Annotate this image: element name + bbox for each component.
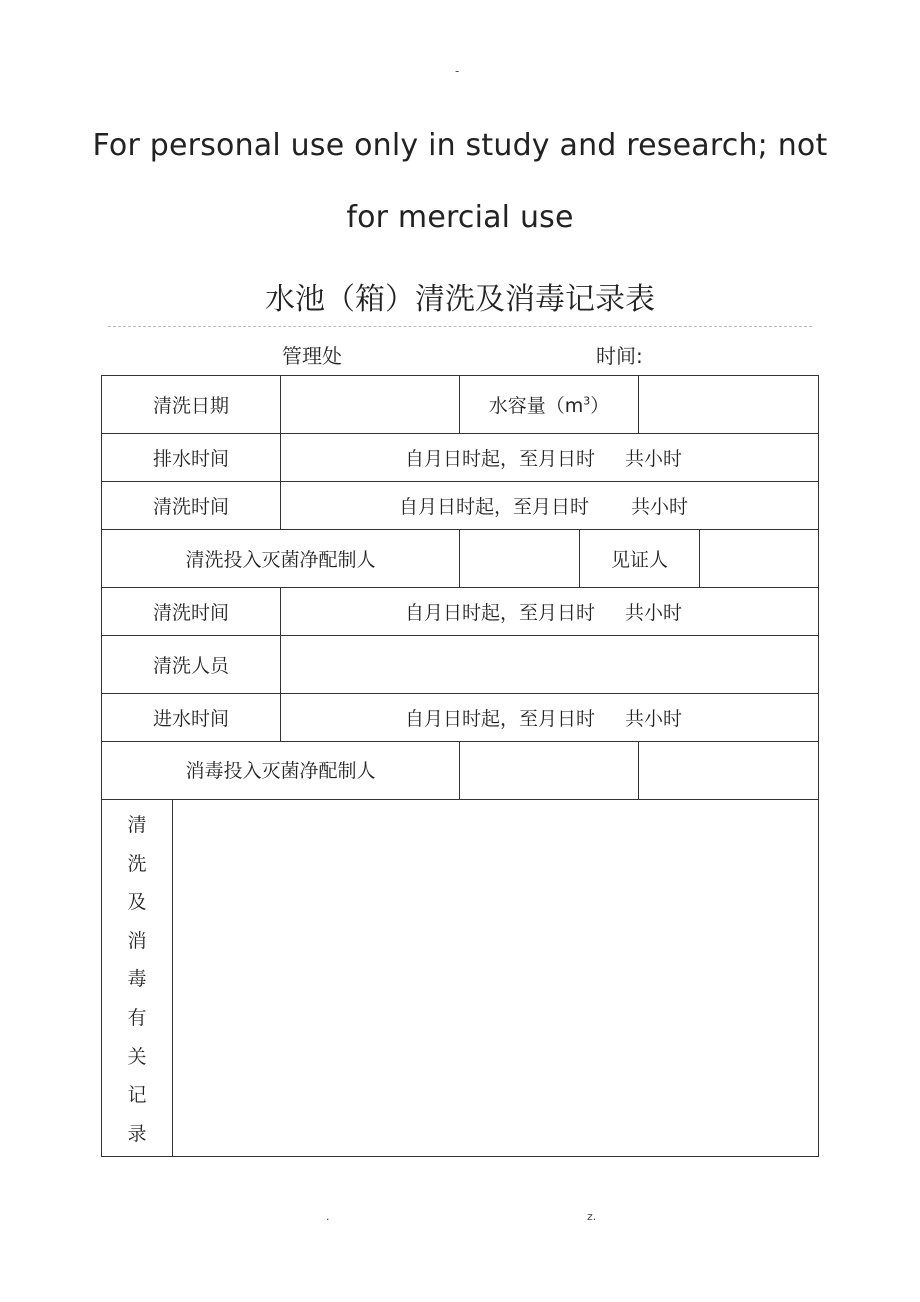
footer-left-mark: . bbox=[326, 1210, 330, 1223]
records-content-cell[interactable] bbox=[172, 799, 819, 1157]
witness-label: 见证人 bbox=[610, 549, 668, 571]
capacity-label-cell bbox=[459, 375, 639, 434]
clean-time-2-label: 清洗时间 bbox=[152, 602, 229, 624]
drain-time-range: 自月日时起，至月日时 bbox=[405, 448, 596, 470]
records-char: 录 bbox=[127, 1122, 147, 1145]
header-mark: - bbox=[455, 64, 460, 78]
capacity-value-cell[interactable] bbox=[638, 375, 819, 434]
records-char: 消 bbox=[127, 929, 147, 952]
time-label: 时间: bbox=[596, 344, 643, 368]
cleaning-staff-label-cell bbox=[101, 635, 281, 694]
records-vertical-label bbox=[127, 806, 146, 1153]
capacity-label bbox=[489, 391, 610, 418]
capacity-label-text: 水容量（m bbox=[488, 395, 584, 417]
clean-time-2-label-cell bbox=[101, 587, 281, 636]
records-char: 清 bbox=[127, 814, 147, 836]
capacity-label-close: ） bbox=[590, 395, 610, 417]
watermark-line-2: for mercial use bbox=[346, 200, 574, 235]
disinfect-preparer-value-cell[interactable] bbox=[459, 741, 639, 800]
witness-label-cell bbox=[579, 529, 700, 588]
clean-time-value-cell[interactable] bbox=[280, 481, 819, 530]
clean-date-label-cell bbox=[101, 375, 281, 434]
footer-right-mark: z. bbox=[587, 1210, 597, 1223]
drain-time-label-cell bbox=[101, 433, 281, 482]
clean-disinfectant-preparer-label: 清洗投入灭菌净配制人 bbox=[185, 549, 376, 571]
disinfect-preparer-label-cell bbox=[101, 741, 460, 800]
records-char: 洗 bbox=[127, 852, 147, 875]
inflow-time-value-cell[interactable] bbox=[280, 693, 819, 742]
title-divider bbox=[108, 326, 812, 327]
drain-time-value-cell[interactable] bbox=[280, 433, 819, 482]
clean-time-label-cell bbox=[101, 481, 281, 530]
clean-time-total: 共小时 bbox=[631, 496, 689, 518]
clean-date-label: 清洗日期 bbox=[152, 395, 229, 417]
records-label-cell bbox=[101, 799, 173, 1157]
records-char: 有 bbox=[127, 1006, 147, 1029]
inflow-time-range: 自月日时起，至月日时 bbox=[405, 708, 596, 730]
watermark-line-1: For personal use only in study and research; not bbox=[92, 128, 828, 163]
clean-time-range: 自月日时起，至月日时 bbox=[399, 496, 590, 518]
records-char: 毒 bbox=[127, 968, 147, 991]
office-label: 管理处 bbox=[282, 344, 342, 368]
clean-time-2-range: 自月日时起，至月日时 bbox=[405, 602, 596, 624]
clean-time-label: 清洗时间 bbox=[152, 496, 229, 518]
inflow-time-label-cell bbox=[101, 693, 281, 742]
cleaning-staff-label: 清洗人员 bbox=[152, 655, 229, 677]
capacity-unit-superscript: 3 bbox=[583, 394, 591, 408]
clean-disinfectant-preparer-label-cell bbox=[101, 529, 460, 588]
cleaning-staff-value-cell[interactable] bbox=[280, 635, 819, 694]
clean-time-2-value-cell[interactable] bbox=[280, 587, 819, 636]
drain-time-label: 排水时间 bbox=[152, 448, 229, 470]
clean-date-value-cell[interactable] bbox=[280, 375, 460, 434]
document-title: 水池（箱）清洗及消毒记录表 bbox=[265, 282, 655, 317]
records-char: 及 bbox=[127, 891, 147, 914]
disinfect-extra-value-cell[interactable] bbox=[638, 741, 819, 800]
witness-value-cell[interactable] bbox=[699, 529, 819, 588]
inflow-time-label: 进水时间 bbox=[152, 708, 229, 730]
clean-disinfectant-preparer-value-cell[interactable] bbox=[459, 529, 580, 588]
clean-time-2-total: 共小时 bbox=[625, 602, 683, 624]
disinfect-preparer-label: 消毒投入灭菌净配制人 bbox=[185, 760, 376, 782]
records-char: 关 bbox=[127, 1045, 147, 1068]
inflow-time-total: 共小时 bbox=[625, 708, 683, 730]
records-char: 记 bbox=[127, 1084, 147, 1107]
drain-time-total: 共小时 bbox=[625, 448, 683, 470]
